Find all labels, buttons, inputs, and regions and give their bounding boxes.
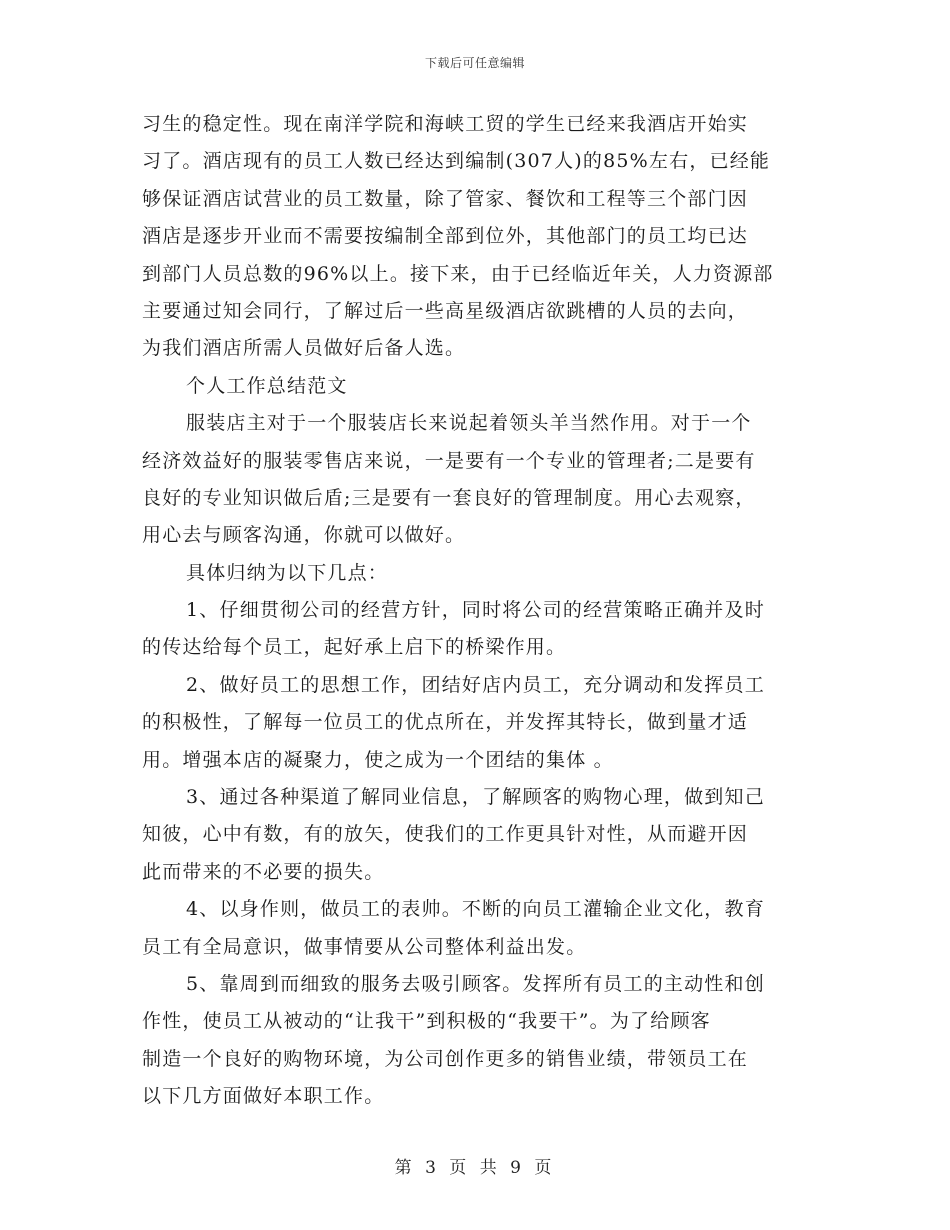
text-line: 5、靠周到而细致的服务去吸引顾客。发挥所有员工的主动性和创 <box>186 972 765 995</box>
text-line: 以下几方面做好本职工作。 <box>142 1085 385 1108</box>
text-line: 用。增强本店的凝聚力，使之成为一个团结的集体 。 <box>142 748 614 771</box>
text-line: 为我们酒店所需人员做好后备人选。 <box>142 337 466 360</box>
text-line: 习生的稳定性。现在南洋学院和海峡工贸的学生已经来我酒店开始实 <box>142 113 749 135</box>
text-line: 1、仔细贯彻公司的经营方针，同时将公司的经营策略正确并及时 <box>186 599 765 622</box>
text-line: 具体归纳为以下几点： <box>186 561 389 584</box>
text-line: 制造一个良好的购物环境，为公司创作更多的销售业绩，带领员工在 <box>142 1047 749 1070</box>
text-line: 到部门人员总数的96%以上。接下来，由于已经临近年关，人力资源部 <box>142 262 774 285</box>
text-line: 习了。酒店现有的员工人数已经达到编制(307人)的85%左右，已经能 <box>142 150 771 173</box>
text-line: 此而带来的不必要的损失。 <box>142 860 385 883</box>
text-line: 2、做好员工的思想工作，团结好店内员工，充分调动和发挥员工 <box>186 673 765 696</box>
text-line: 的积极性，了解每一位员工的优点所在，并发挥其特长，做到量才适 <box>142 711 749 734</box>
text-line: 服装店主对于一个服装店长来说起着领头羊当然作用。对于一个 <box>186 412 752 435</box>
text-line: 知彼，心中有数，有的放矢，使我们的工作更具针对性，从而避开因 <box>142 823 749 846</box>
page-header: 下载后可任意编辑 <box>424 56 525 70</box>
text-line: 作性，使员工从被动的“让我干”到积极的“我要干”。为了给顾客 <box>142 1010 711 1033</box>
text-line: 4、以身作则，做员工的表帅。不断的向员工灌输企业文化，教育 <box>186 898 765 921</box>
document-body <box>142 106 810 1116</box>
page-footer: 第 3 页 共 9 页 <box>394 1158 556 1178</box>
text-line: 个人工作总结范文 <box>186 374 348 397</box>
text-line: 酒店是逐步开业而不需要按编制全部到位外，其他部门的员工均已达 <box>142 225 749 248</box>
text-line: 良好的专业知识做后盾;三是要有一套良好的管理制度。用心去观察， <box>142 486 756 509</box>
text-line: 够保证酒店试营业的员工数量，除了管家、餐饮和工程等三个部门因 <box>142 187 749 210</box>
text-line: 用心去与顾客沟通，你就可以做好。 <box>142 524 466 547</box>
text-line: 经济效益好的服装零售店来说，一是要有一个专业的管理者;二是要有 <box>142 449 756 472</box>
text-line: 员工有全局意识，做事情要从公司整体利益出发。 <box>142 935 587 958</box>
text-line: 的传达给每个员工，起好承上启下的桥梁作用。 <box>142 636 567 659</box>
text-line: 主要通过知会同行，了解过后一些高星级酒店欲跳槽的人员的去向， <box>142 299 749 322</box>
text-line: 3、通过各种渠道了解同业信息，了解顾客的购物心理，做到知己 <box>186 786 765 809</box>
